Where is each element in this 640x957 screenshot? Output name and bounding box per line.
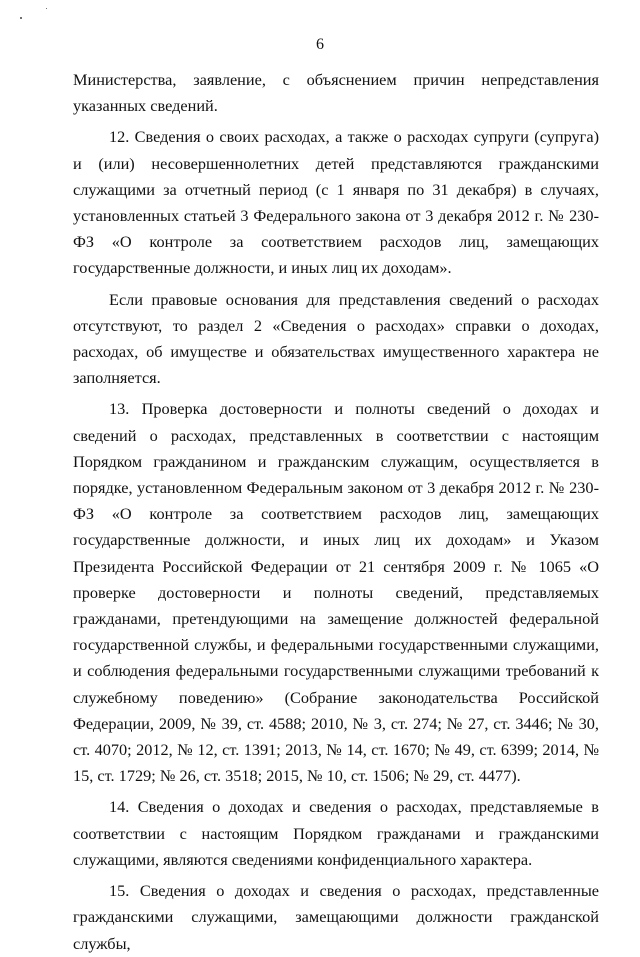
paragraph-item-15: 15. Сведения о доходах и сведения о расходах, представленные гражданскими служащими, замещающими должности гражданской службы, bbox=[73, 881, 599, 953]
scan-speck bbox=[46, 8, 47, 9]
paragraph-continuation: Министерства, заявление, с объяснением причин непредставления указанных сведений. bbox=[73, 70, 599, 116]
page-number: 6 bbox=[316, 36, 324, 53]
scan-speck bbox=[20, 17, 22, 19]
paragraph-item-13: 13. Проверка достоверности и полноты сведений о доходах и сведений о расходах, представленных в соответствии с настоящим Порядком гражданином и гражданским служащим, осуществляется в порядке, установленном Федеральным законом от 3 декабря 2012 г. № 230-ФЗ «О контроле за соответствием расходов лиц, замещающих государственные должности, и иных лиц их доходам» и Указом Президента Российской Федерации от 21 сентября 2009 г. № 1065 «О проверке достоверности и полноты сведений, представляемых гражданами, претендующими на замещение должностей федеральной государственной службы, и федеральными государственными служащими, и соблюдения федеральными государственными служащими требований к служебному поведению» (Собрание законодательства Российской Федерации, 2009, № 39, ст. 4588; 2010, № 3, ст. 274; № 27, ст. 3446; № 30, ст. 4070; 2012, № 12, ст. 1391; 2013, № 14, ст. 1670; № 49, ст. 6399; 2014, № 15, ст. 1729; № 26, ст. 3518; 2015, № 10, ст. 1506; № 29, ст. 4477). bbox=[73, 399, 599, 786]
paragraph-item-12: 12. Сведения о своих расходах, а также о расходах супруги (супруга) и (или) несовершеннолетних детей представляются гражданскими служащими за отчетный период (с 1 января по 31 декабря) в случаях, установленных статьей 3 Федерального закона от 3 декабря 2012 г. № 230-ФЗ «О контроле за соответствием расходов лиц, замещающих государственные должности, и иных лиц их доходам». bbox=[73, 127, 599, 278]
paragraph-no-legal-grounds: Если правовые основания для представления сведений о расходах отсутствуют, то раздел 2 «Сведения о расходах» справки о доходах, расходах, об имуществе и обязательствах имущественного характера не заполняется. bbox=[73, 289, 599, 388]
document-body bbox=[73, 67, 599, 957]
paragraph-item-14: 14. Сведения о доходах и сведения о расходах, представляемые в соответствии с настоящим Порядком гражданами и гражданскими служащими, являются сведениями конфиденциального характера. bbox=[73, 797, 599, 869]
